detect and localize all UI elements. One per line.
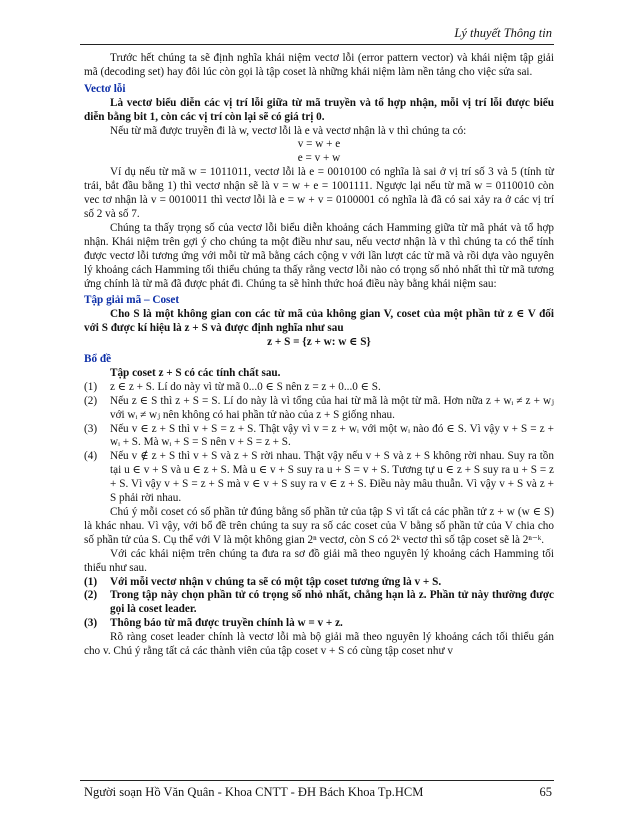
- coset-definition: Cho S là một không gian con các từ mã của không gian V, coset của một phần tử z ∈ V đối với S được kí hiệu là z + S và được định nghĩa như sau: [84, 308, 554, 335]
- lemma-item: [84, 381, 554, 395]
- section-heading-coset: Tập giải mã – Coset: [84, 294, 180, 307]
- error-vector-relation: Nếu từ mã được truyền đi là w, vectơ lỗi là e và vectơ nhận là v thì chúng ta có:: [110, 124, 467, 137]
- lemma-item-text: Nếu v ∈ z + S thì v + S = z + S. Thật vậy vì v = z + wᵢ với một wᵢ nào đó ∈ S. Vì vậy v + S = z + wᵢ + S. Mà wᵢ + S = S nên v + S = z + S.: [110, 422, 554, 449]
- page-body: [84, 52, 554, 659]
- coset-count-note: Chú ý mỗi coset có số phần tử đúng bằng số phần tử của tập S vì tất cả các phần tử z + w (w ∈ S) là khác nhau. Vì vậy, với bổ đề trên chúng ta suy ra số các coset của V bằng số phần tử của V chia cho số phần tử của S. Cụ thể với V là một không gian 2ⁿ vectơ, còn S có 2ᵏ vectơ thì số tập coset sẽ là 2ⁿ⁻ᵏ.: [84, 506, 554, 546]
- header-rule: [80, 44, 554, 45]
- procedure-step-text: Với mỗi vectơ nhận v chúng ta sẽ có một tập coset tương ứng là v + S.: [110, 575, 442, 588]
- lemma-item-text: Nếu z ∈ S thì z + S = S. Lí do này là vì tổng của hai từ mã là một từ mã. Hơn nữa z + wᵢ ≠ z + wⱼ với wᵢ ≠ wⱼ nên không có hai phần tử nào của z + S giống nhau.: [110, 394, 554, 421]
- procedure-step-text: Thông báo từ mã được truyền chính là w = v + z.: [110, 617, 343, 630]
- lemma-item-text: z ∈ z + S. Lí do này vì từ mã 0...0 ∈ S nên z = z + 0...0 ∈ S.: [110, 380, 381, 393]
- lemma-intro: Tập coset z + S có các tính chất sau.: [110, 366, 281, 379]
- running-head: Lý thuyết Thông tin: [454, 26, 552, 40]
- procedure-step: [84, 589, 554, 617]
- procedure-intro: Với các khái niệm trên chúng ta đưa ra sơ đồ giải mã theo nguyên lý khoảng cách Hamming tối thiểu như sau.: [84, 547, 554, 574]
- section-heading-lemma: Bổ đề: [84, 353, 112, 366]
- procedure-step: [84, 576, 554, 590]
- lemma-item-number: (3): [84, 422, 98, 435]
- equation-v: v = w + e: [297, 138, 341, 151]
- procedure-step-number: (1): [84, 575, 98, 588]
- lemma-item-number: (1): [84, 380, 98, 393]
- error-vector-definition: Là vectơ biểu diễn các vị trí lỗi giữa từ mã truyền và tổ hợp nhận, mỗi vị trí lỗi được biểu diễn bằng bit 1, còn các vị trí còn lại sẽ có giá trị 0.: [84, 96, 554, 123]
- procedure-step: [84, 617, 554, 631]
- page-number: 65: [539, 785, 552, 799]
- lemma-item-number: (2): [84, 394, 98, 407]
- footer-author: Người soạn Hồ Văn Quân - Khoa CNTT - ĐH Bách Khoa Tp.HCM: [84, 785, 424, 799]
- procedure-step-number: (2): [84, 589, 98, 602]
- lemma-item: [84, 423, 554, 451]
- procedure-step-text: Trong tập này chọn phần tử có trọng số nhỏ nhất, chẳng hạn là z. Phần tử này thường được gọi là coset leader.: [110, 589, 554, 616]
- lemma-item: [84, 395, 554, 423]
- procedure-step-number: (3): [84, 617, 98, 630]
- footer-rule: [80, 780, 554, 781]
- lemma-item: [84, 450, 554, 506]
- intro-paragraph: Trước hết chúng ta sẽ định nghĩa khái niệm vectơ lỗi (error pattern vector) và khái niệm tập giải mã (decoding set) hay đôi lúc còn gọi là tập coset là những khái niệm làm nền tảng cho việc sửa sai.: [84, 52, 554, 78]
- equation-e: e = v + w: [297, 152, 341, 165]
- section-heading-error-vector: Vectơ lỗi: [84, 82, 126, 95]
- lemma-item-text: Nếu v ∉ z + S thì v + S và z + S rời nhau. Thật vậy nếu v + S và z + S không rời nhau. Suy ra tồn tại u ∈ v + S và u ∈ z + S. Mà u ∈ v + S suy ra u + S = v + S. Tương tự u ∈ z + S suy ra u + S = z + S. Vì vậy v + S = z + S mà v ∈ v + S suy ra v ∈ z + S. Điều này mâu thuẫn. Vì vậy v + S và z + S phải rời nhau.: [110, 450, 554, 505]
- lemma-item-number: (4): [84, 450, 98, 463]
- page-footer: [84, 785, 552, 800]
- error-vector-example: Ví dụ nếu từ mã w = 1011011, vectơ lỗi là e = 0010100 có nghĩa là sai ở vị trí số 3 và 5 (tính từ trái, bắt đầu bằng 1) thì vectơ nhận sẽ là v = w + e = 1001111. Ngược lại nếu từ mã w = 0110010 còn vec tơ nhận là v = 0010011 thì vectơ lỗi là e = w + v = 0100001 có nghĩa là đã có sai xảy ra ở các vị trí số 2 và số 7.: [84, 166, 554, 220]
- coset-formula: z + S = {z + w: w ∈ S}: [267, 336, 371, 349]
- error-weight-note: Chúng ta thấy trọng số của vectơ lỗi biểu diễn khoảng cách Hamming giữa từ mã phát và tổ hợp nhận. Khái niệm trên gợi ý cho chúng ta một điều như sau, nếu vectơ nhận là v thì chúng ta có thể tính được vectơ lỗi tương ứng với mỗi từ mã bằng cách cộng v với lần lượt các từ mã và rồi dựa vào nguyên lý khoảng cách Hamming tối thiểu chúng ta thấy rằng vectơ lỗi nào có trọng số nhỏ nhất thì từ mã tương ứng chính là từ mã đã được phát đi. Chúng ta sẽ hình thức hoá điều này bằng khái niệm sau:: [84, 221, 554, 290]
- closing-paragraph: Rõ ràng coset leader chính là vectơ lỗi mà bộ giải mã theo nguyên lý khoảng cách tối thiểu gán cho v. Chú ý rằng tất cả các thành viên của tập coset v + S có cùng tập coset như v: [84, 631, 554, 658]
